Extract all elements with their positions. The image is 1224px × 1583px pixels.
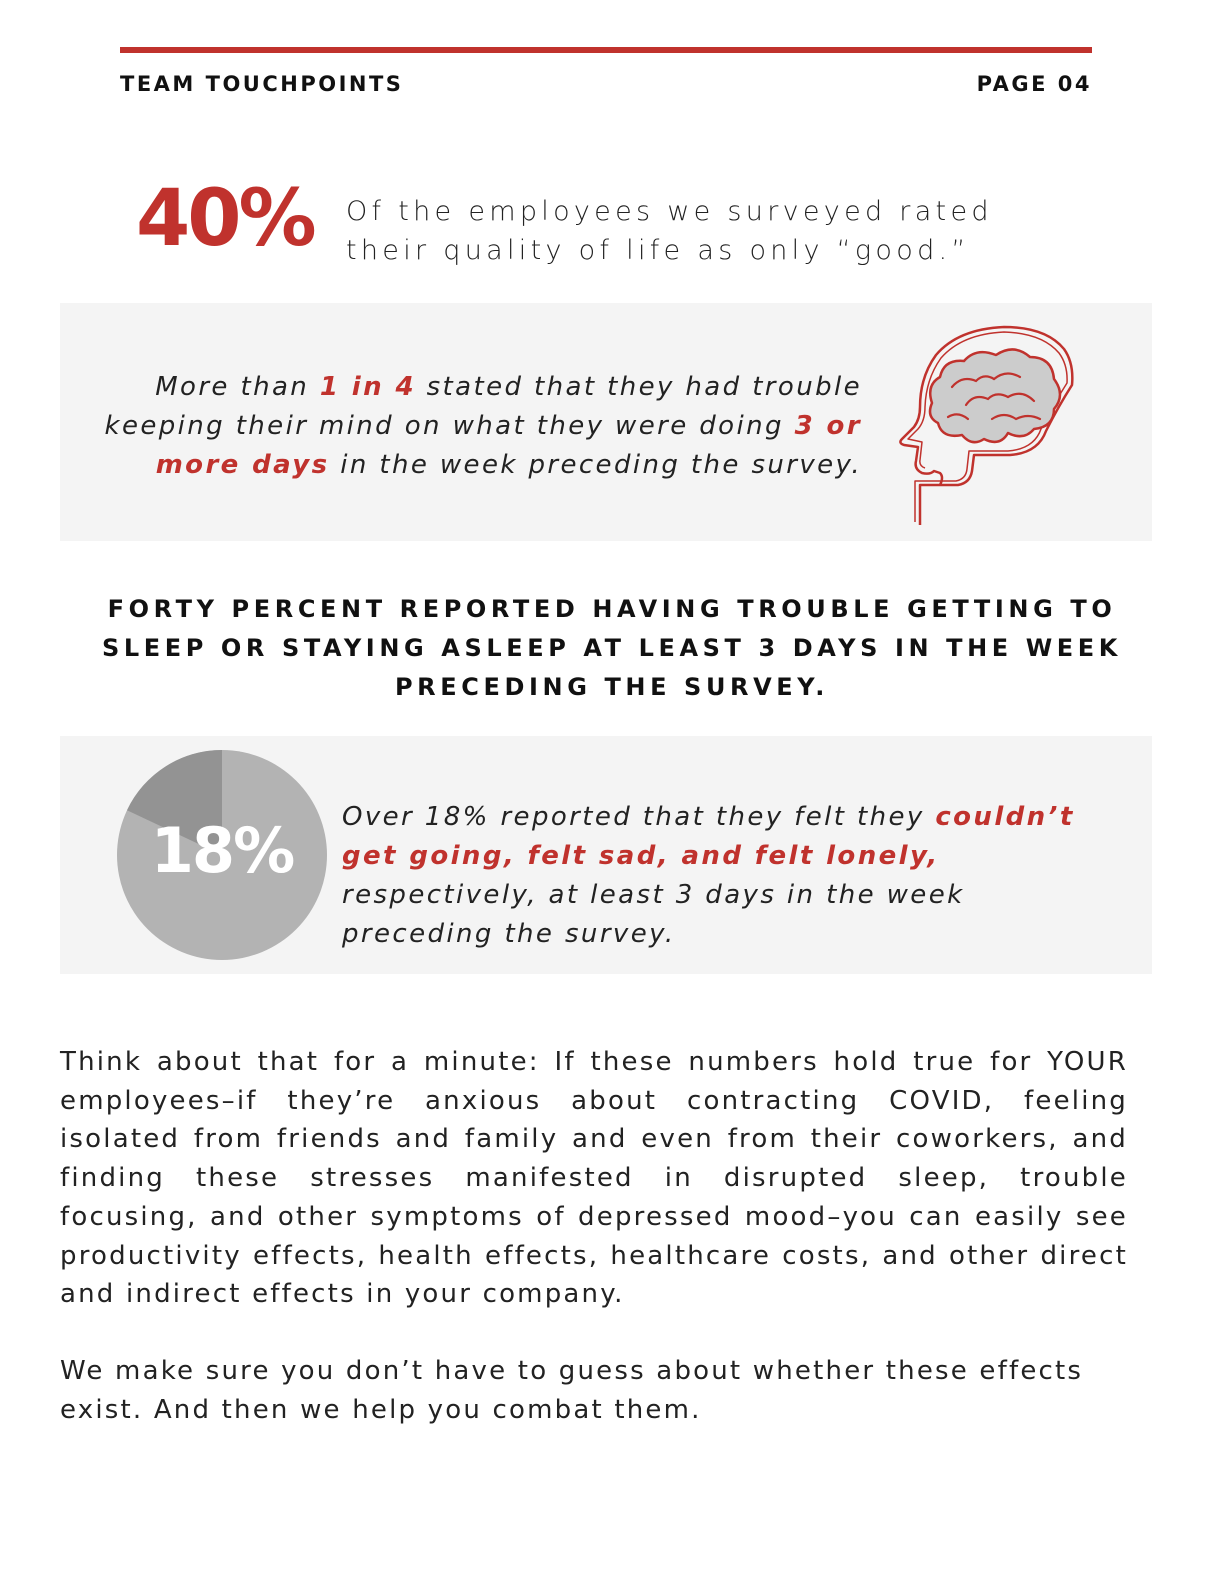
body-paragraph-1: Think about that for a minute: If these numbers hold true for YOUR employees–if they’re anxious about contracting COVID, feeling isolated from friends and family and even from their coworkers, and finding these stresses manifested in disrupted sleep, trouble focusing, and other symptoms of depressed mood–you can easily see productivity effects, health effects, healthcare costs, and other direct and indirect effects in your company. <box>60 1047 1128 1310</box>
focus-callout-text: More than 1 in 4 stated that they had trouble keeping their mind on what they were doing 3 or more days in the week preceding the survey. <box>104 372 862 480</box>
head-brain-icon <box>896 323 1086 528</box>
header-rule <box>120 47 1092 53</box>
quality-stat-value: 40% <box>136 174 314 264</box>
body-paragraph-2: We make sure you don’t have to guess about whether these effects exist. And then we help you combat them. <box>60 1356 1084 1425</box>
page-number: PAGE 04 <box>976 72 1092 96</box>
newsletter-title: TEAM TOUCHPOINTS <box>120 72 404 96</box>
mood-callout-text: Over 18% reported that they felt they couldn’t get going, felt sad, and felt lonely, respectively, at least 3 days in the week preceding the survey. <box>342 802 1075 949</box>
quality-stat-text: Of the employees we surveyed rated their quality of life as only “good.” <box>346 196 993 266</box>
mood-pie-label: 18% <box>150 814 294 887</box>
mood-highlight: couldn’t get going, felt sad, and felt lonely, <box>342 802 1075 871</box>
focus-highlight-days: 3 or more days <box>155 411 862 480</box>
focus-highlight-ratio: 1 in 4 <box>319 372 416 402</box>
sleep-heading: FORTY PERCENT REPORTED HAVING TROUBLE GETTING TO SLEEP OR STAYING ASLEEP AT LEAST 3 DAYS IN THE WEEK PRECEDING THE SURVEY. <box>102 595 1122 701</box>
